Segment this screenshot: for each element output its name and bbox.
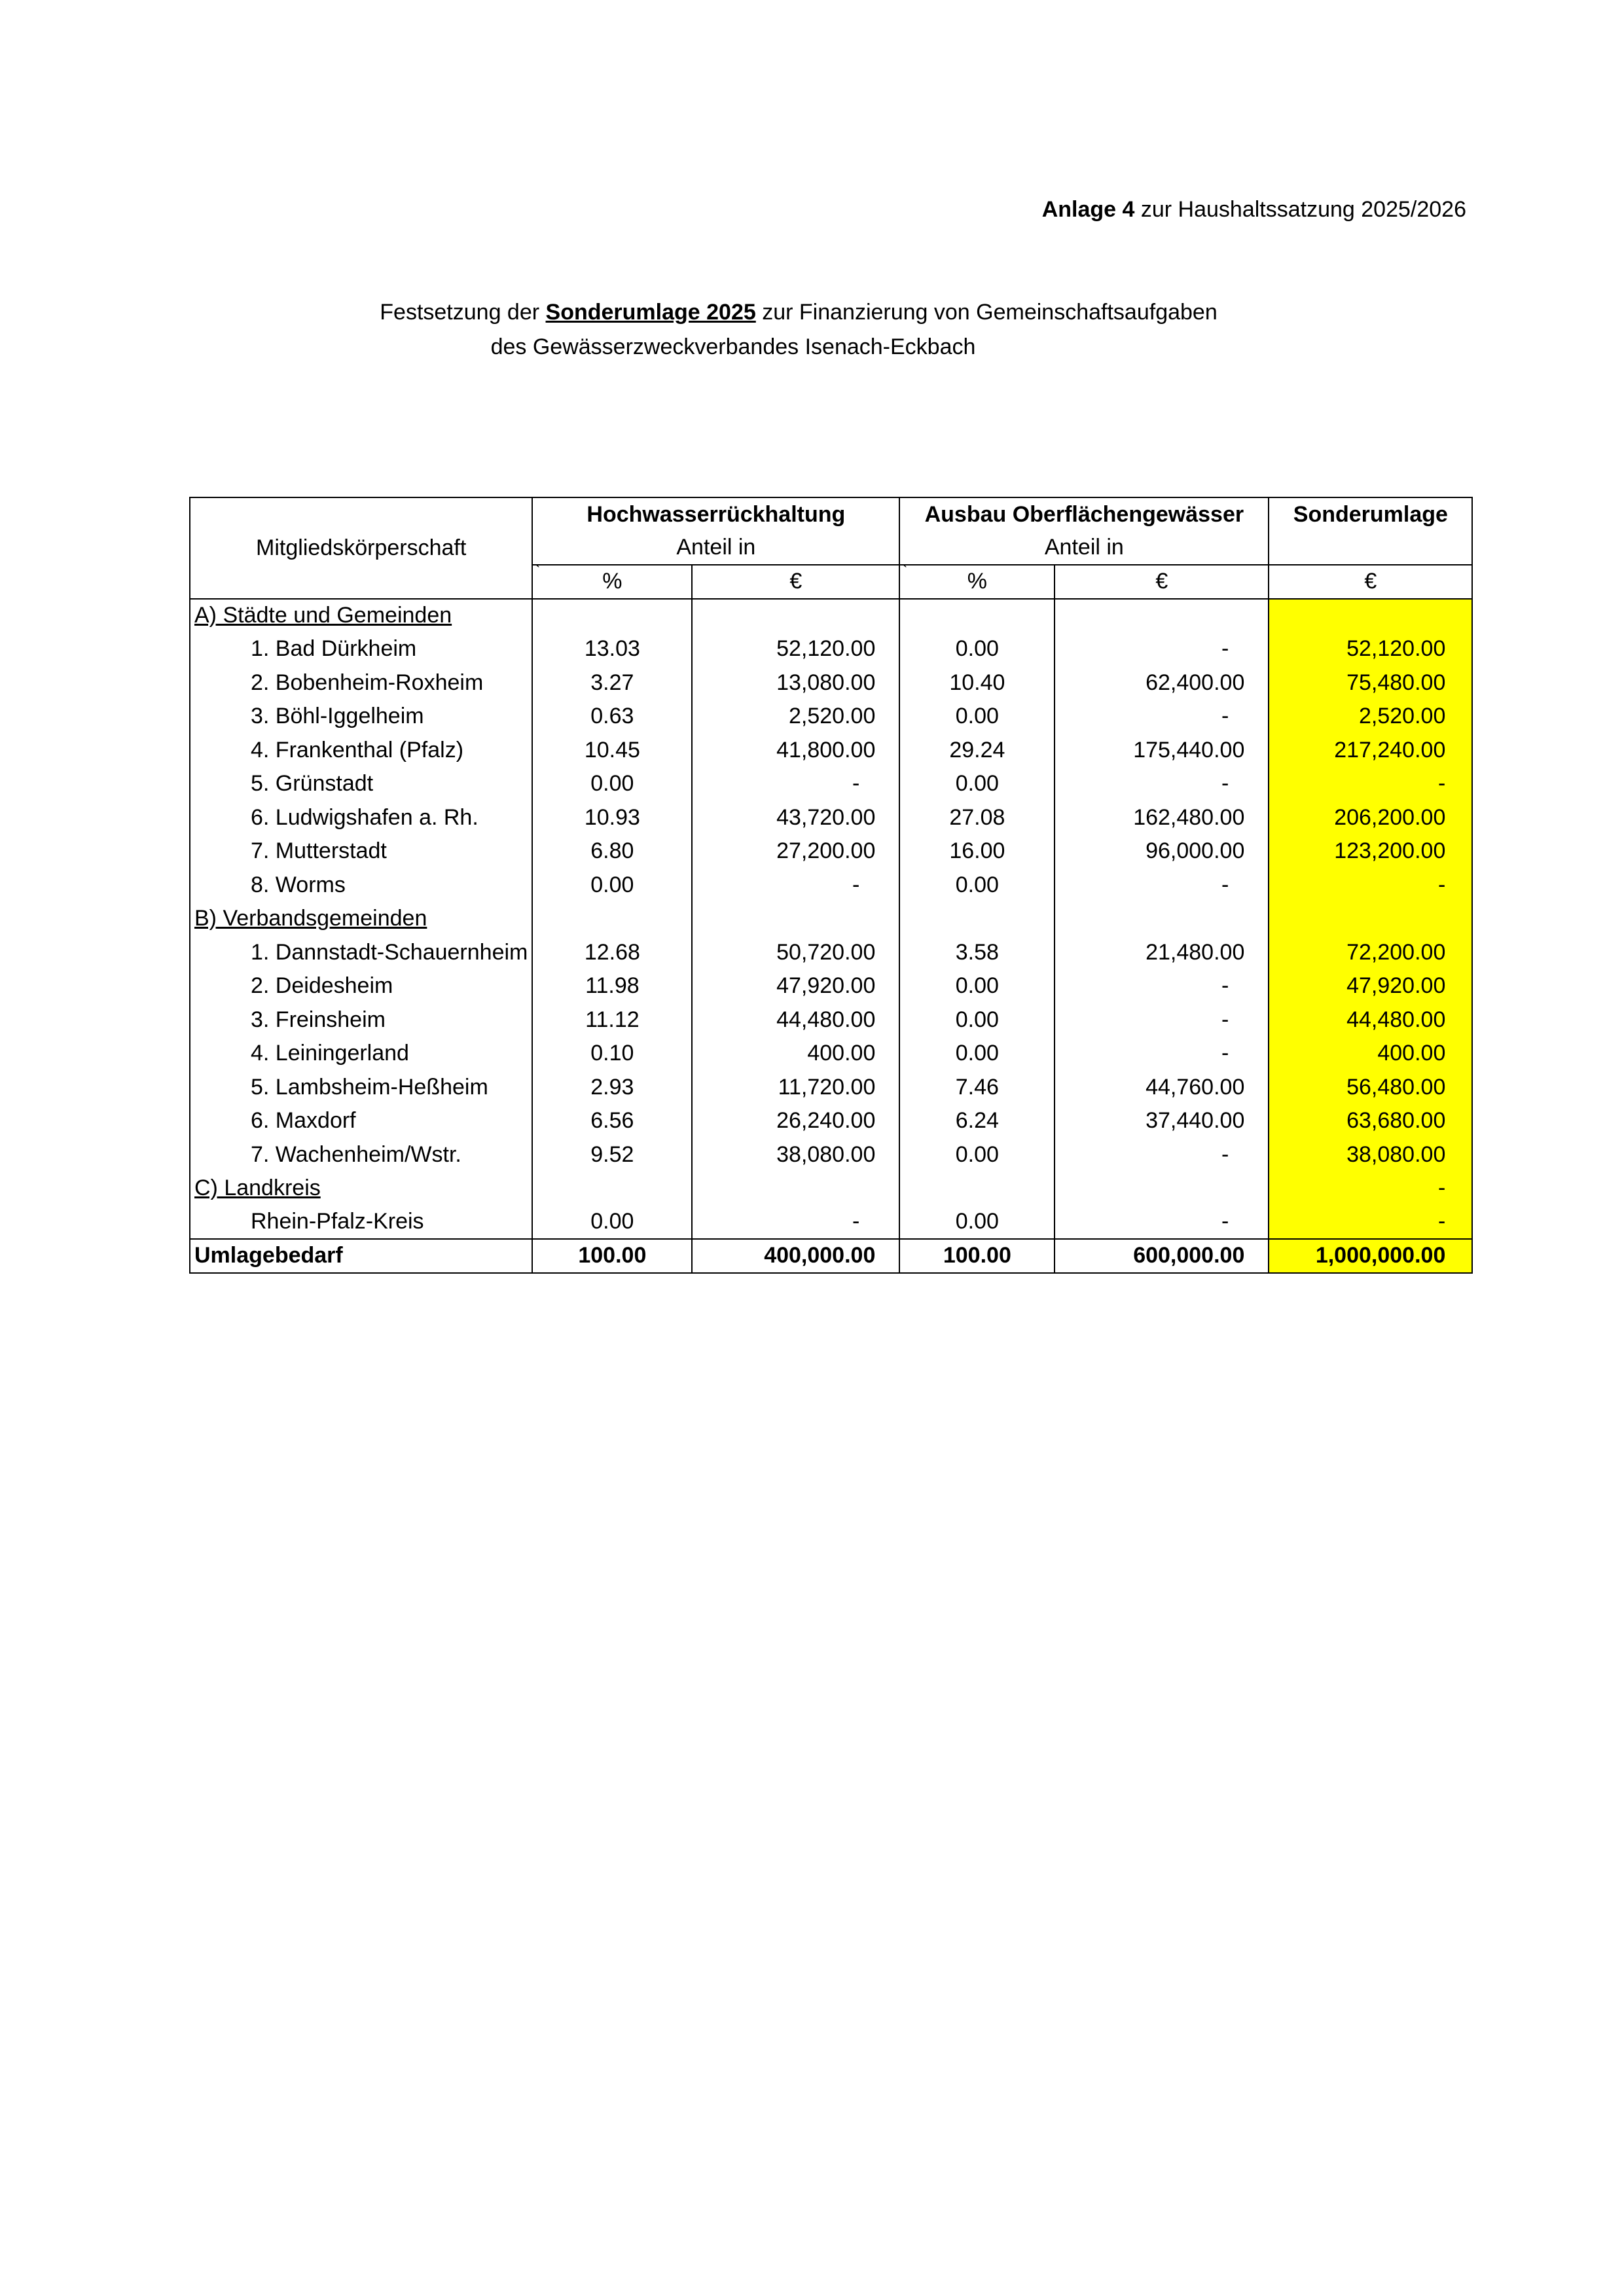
- hw-pct-cell: 3.27: [532, 666, 692, 700]
- ob-pct-cell: 27.08: [899, 801, 1055, 835]
- ob-eur-cell: 37,440.00: [1055, 1104, 1269, 1138]
- ob-pct-cell: 0.00: [899, 1037, 1055, 1071]
- member-name: 1. Dannstadt-Schauernheim: [190, 936, 532, 970]
- unit-ob-pct: ` %: [899, 565, 1055, 599]
- ob-pct-cell: 7.46: [899, 1071, 1055, 1105]
- table-row: [190, 632, 1472, 666]
- member-name: 2. Deidesheim: [190, 969, 532, 1003]
- hw-eur-cell: -: [692, 767, 899, 801]
- hw-pct-cell: 0.10: [532, 1037, 692, 1071]
- empty-cell: [1055, 599, 1269, 633]
- hw-pct-cell: 2.93: [532, 1071, 692, 1105]
- empty-cell: [692, 902, 899, 936]
- total-sum: 1,000,000.00: [1269, 1239, 1472, 1273]
- section-row: [190, 599, 1472, 633]
- sum-cell: 217,240.00: [1269, 734, 1472, 768]
- ob-pct-cell: 29.24: [899, 734, 1055, 768]
- empty-cell: [692, 599, 899, 633]
- member-name: 7. Wachenheim/Wstr.: [190, 1138, 532, 1172]
- member-name: 4. Frankenthal (Pfalz): [190, 734, 532, 768]
- member-name: 6. Maxdorf: [190, 1104, 532, 1138]
- sum-cell: -: [1269, 1206, 1472, 1240]
- total-ob-pct: 100.00: [899, 1239, 1055, 1273]
- section-heading: C) Landkreis: [190, 1172, 532, 1206]
- empty-cell: [899, 1172, 1055, 1206]
- ob-pct-cell: 3.58: [899, 936, 1055, 970]
- hw-pct-cell: 9.52: [532, 1138, 692, 1172]
- ob-eur-cell: -: [1055, 869, 1269, 903]
- section-heading: A) Städte und Gemeinden: [190, 599, 532, 633]
- member-name: 4. Leiningerland: [190, 1037, 532, 1071]
- unit-hw-pct: ` %: [532, 565, 692, 599]
- header-empty-cell: [190, 497, 532, 531]
- sum-cell: -: [1269, 767, 1472, 801]
- header-row-units: [190, 565, 1472, 599]
- sum-cell: 123,200.00: [1269, 834, 1472, 869]
- table-row: [190, 1206, 1472, 1240]
- hw-pct-cell: 6.80: [532, 834, 692, 869]
- ob-pct-cell: 0.00: [899, 1138, 1055, 1172]
- table-row: [190, 1071, 1472, 1105]
- ob-eur-cell: -: [1055, 1037, 1269, 1071]
- hw-pct-cell: 0.00: [532, 1206, 692, 1240]
- total-label: Umlagebedarf: [190, 1239, 532, 1273]
- table-row: [190, 734, 1472, 768]
- ob-pct-cell: 0.00: [899, 767, 1055, 801]
- header-ausbau: Ausbau Oberflächengewässer: [899, 497, 1269, 531]
- empty-cell: [692, 1172, 899, 1206]
- title-strong: Sonderumlage 2025: [545, 300, 756, 325]
- table-row: [190, 1138, 1472, 1172]
- table-row: [190, 969, 1472, 1003]
- sum-cell: 47,920.00: [1269, 969, 1472, 1003]
- table-row: [190, 869, 1472, 903]
- member-name: 1. Bad Dürkheim: [190, 632, 532, 666]
- sum-cell: 2,520.00: [1269, 700, 1472, 734]
- ob-eur-cell: -: [1055, 632, 1269, 666]
- ob-eur-cell: -: [1055, 1138, 1269, 1172]
- total-hw-eur: 400,000.00: [692, 1239, 899, 1273]
- table-row: [190, 1037, 1472, 1071]
- title-line-1: [177, 298, 1420, 327]
- sum-cell: -: [1269, 1172, 1472, 1206]
- header-anteil-1: Anteil in: [532, 531, 899, 565]
- header-row-anteil: [190, 531, 1472, 565]
- hw-pct-cell: 10.93: [532, 801, 692, 835]
- hw-pct-cell: 0.00: [532, 869, 692, 903]
- header-hochwasser: Hochwasserrückhaltung: [532, 497, 899, 531]
- ob-eur-cell: 44,760.00: [1055, 1071, 1269, 1105]
- unit-hw-eur: €: [692, 565, 899, 599]
- ob-eur-cell: -: [1055, 1206, 1269, 1240]
- empty-cell: [899, 599, 1055, 633]
- hw-eur-cell: 47,920.00: [692, 969, 899, 1003]
- hw-eur-cell: 2,520.00: [692, 700, 899, 734]
- hw-pct-cell: 13.03: [532, 632, 692, 666]
- member-name: 3. Böhl-Iggelheim: [190, 700, 532, 734]
- sum-cell: -: [1269, 869, 1472, 903]
- unit-sum-eur: €: [1269, 565, 1472, 599]
- header-empty-sum: [1269, 531, 1472, 565]
- hw-eur-cell: -: [692, 1206, 899, 1240]
- member-name: 7. Mutterstadt: [190, 834, 532, 869]
- total-hw-pct: 100.00: [532, 1239, 692, 1273]
- ob-pct-cell: 0.00: [899, 1003, 1055, 1037]
- hw-pct-cell: 6.56: [532, 1104, 692, 1138]
- empty-cell: [532, 1172, 692, 1206]
- ob-eur-cell: -: [1055, 969, 1269, 1003]
- hw-pct-cell: 10.45: [532, 734, 692, 768]
- sum-cell: 38,080.00: [1269, 1138, 1472, 1172]
- member-name: Rhein-Pfalz-Kreis: [190, 1206, 532, 1240]
- total-row: [190, 1239, 1472, 1273]
- member-name: 8. Worms: [190, 869, 532, 903]
- document-reference: [785, 195, 1466, 224]
- hw-eur-cell: 43,720.00: [692, 801, 899, 835]
- sum-cell: 56,480.00: [1269, 1071, 1472, 1105]
- section-heading: B) Verbandsgemeinden: [190, 902, 532, 936]
- anlage-label: Anlage 4: [1041, 197, 1135, 222]
- header-row-groups: [190, 497, 1472, 531]
- empty-cell: [532, 599, 692, 633]
- empty-cell: [899, 902, 1055, 936]
- ob-eur-cell: 175,440.00: [1055, 734, 1269, 768]
- title-line-2: des Gewässerzweckverbandes Isenach-Eckbach: [490, 334, 976, 359]
- table-row: [190, 1003, 1472, 1037]
- sum-cell: 75,480.00: [1269, 666, 1472, 700]
- total-ob-eur: 600,000.00: [1055, 1239, 1269, 1273]
- ob-pct-cell: 0.00: [899, 969, 1055, 1003]
- allocation-table: [189, 497, 1473, 1274]
- sum-cell: 63,680.00: [1269, 1104, 1472, 1138]
- ob-pct-cell: 0.00: [899, 1206, 1055, 1240]
- table-row: [190, 936, 1472, 970]
- member-name: 2. Bobenheim-Roxheim: [190, 666, 532, 700]
- header-anteil-2: Anteil in: [899, 531, 1269, 565]
- section-row: [190, 902, 1472, 936]
- hw-pct-cell: 0.00: [532, 767, 692, 801]
- anlage-rest: zur Haushaltssatzung 2025/2026: [1134, 197, 1466, 222]
- title-post: zur Finanzierung von Gemeinschaftsaufgaben: [755, 300, 1218, 325]
- table-row: [190, 666, 1472, 700]
- table-row: [190, 767, 1472, 801]
- ob-eur-cell: -: [1055, 1003, 1269, 1037]
- table-row: [190, 834, 1472, 869]
- sum-cell: 400.00: [1269, 1037, 1472, 1071]
- member-name: 6. Ludwigshafen a. Rh.: [190, 801, 532, 835]
- hw-pct-cell: 11.98: [532, 969, 692, 1003]
- ob-eur-cell: -: [1055, 767, 1269, 801]
- hw-eur-cell: 26,240.00: [692, 1104, 899, 1138]
- hw-eur-cell: 41,800.00: [692, 734, 899, 768]
- ob-eur-cell: 162,480.00: [1055, 801, 1269, 835]
- hw-pct-cell: 11.12: [532, 1003, 692, 1037]
- ob-pct-cell: 16.00: [899, 834, 1055, 869]
- ob-pct-cell: 0.00: [899, 700, 1055, 734]
- header-sonderumlage: Sonderumlage: [1269, 497, 1472, 531]
- ob-pct-cell: 0.00: [899, 869, 1055, 903]
- hw-eur-cell: 50,720.00: [692, 936, 899, 970]
- member-name: 3. Freinsheim: [190, 1003, 532, 1037]
- header-unit-empty: [190, 565, 532, 599]
- sum-cell: 206,200.00: [1269, 801, 1472, 835]
- ob-pct-cell: 10.40: [899, 666, 1055, 700]
- hw-eur-cell: 13,080.00: [692, 666, 899, 700]
- sum-cell: [1269, 599, 1472, 633]
- table-row: [190, 700, 1472, 734]
- hw-eur-cell: 11,720.00: [692, 1071, 899, 1105]
- hw-eur-cell: 400.00: [692, 1037, 899, 1071]
- table-row: [190, 1104, 1472, 1138]
- member-name: 5. Lambsheim-Heßheim: [190, 1071, 532, 1105]
- hw-pct-cell: 12.68: [532, 936, 692, 970]
- table-row: [190, 801, 1472, 835]
- header-mitglied: Mitgliedskörperschaft: [190, 531, 532, 565]
- hw-eur-cell: 38,080.00: [692, 1138, 899, 1172]
- sum-cell: 72,200.00: [1269, 936, 1472, 970]
- sum-cell: 52,120.00: [1269, 632, 1472, 666]
- hw-eur-cell: 52,120.00: [692, 632, 899, 666]
- empty-cell: [1055, 1172, 1269, 1206]
- section-row: [190, 1172, 1472, 1206]
- hw-eur-cell: 27,200.00: [692, 834, 899, 869]
- hw-pct-cell: 0.63: [532, 700, 692, 734]
- title-pre: Festsetzung der: [380, 300, 546, 325]
- hw-eur-cell: 44,480.00: [692, 1003, 899, 1037]
- ob-pct-cell: 0.00: [899, 632, 1055, 666]
- member-name: 5. Grünstadt: [190, 767, 532, 801]
- ob-eur-cell: -: [1055, 700, 1269, 734]
- ob-eur-cell: 96,000.00: [1055, 834, 1269, 869]
- hw-eur-cell: -: [692, 869, 899, 903]
- unit-ob-eur: €: [1055, 565, 1269, 599]
- sum-cell: 44,480.00: [1269, 1003, 1472, 1037]
- ob-pct-cell: 6.24: [899, 1104, 1055, 1138]
- sum-cell: [1269, 902, 1472, 936]
- empty-cell: [532, 902, 692, 936]
- empty-cell: [1055, 902, 1269, 936]
- ob-eur-cell: 21,480.00: [1055, 936, 1269, 970]
- ob-eur-cell: 62,400.00: [1055, 666, 1269, 700]
